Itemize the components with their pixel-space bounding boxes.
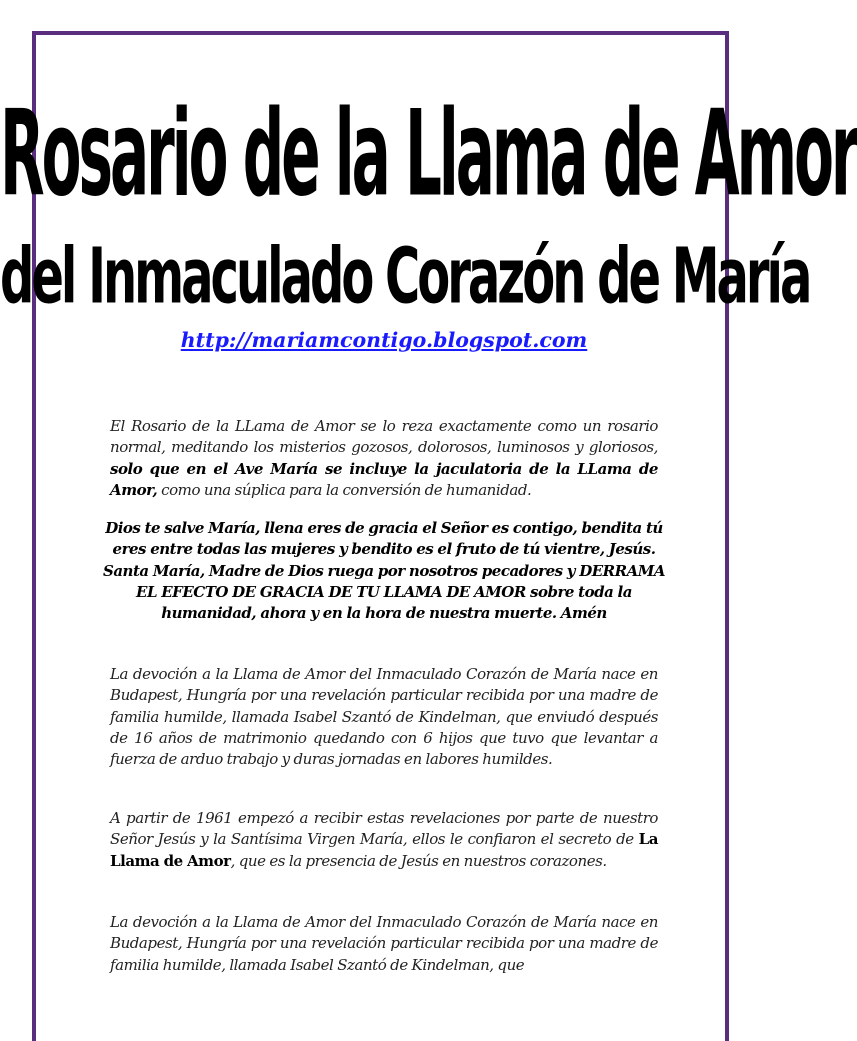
title-block-2 [0, 232, 810, 322]
intro-bold-text: solo que en el Ave María se incluye la jaculatoria de la LLama de Amor, [110, 459, 658, 499]
intro-text-2: como una súplica para la conversión de humanidad. [161, 480, 532, 499]
revelation-text-2: , que es la presencia de Jesús en nuestros corazones. [230, 851, 607, 870]
prayer-text-2b: sobre toda la humanidad, ahora y en la hora de nuestra muerte. Amén [161, 582, 632, 623]
prayer-block [98, 518, 670, 624]
prayer-text-2a: Santa María, Madre de Dios ruega por nosotros pecadores y [103, 561, 575, 580]
blog-link[interactable]: http://mariamcontigo.blogspot.com [180, 328, 588, 352]
llama-de-amor-bold: La Llama de Amor [110, 830, 658, 870]
revelation-paragraph [110, 808, 658, 872]
prayer-line-2 [98, 561, 670, 625]
revelation-text-1: A partir de 1961 empezó a recibir estas revelaciones por parte de nuestro Señor Jesús y la Santísima Virgen María, ellos le confiaron el secreto de [110, 809, 658, 849]
repeated-paragraph: La devoción a la Llama de Amor del Inmaculado Corazón de María nace en Budapest, Hungría por una revelación particular recibida por una madre de familia humilde, llamada Isabel Szantó de Kindelman, que [110, 913, 658, 974]
intro-paragraph [110, 416, 658, 501]
prayer-line-1: Dios te salve María, llena eres de gracia el Señor es contigo, bendita tú eres entre todas las mujeres y bendito es el fruto de tú vientre, Jesús. [105, 519, 663, 559]
intro-text-1: El Rosario de la LLama de Amor se lo reza exactamente como un rosario normal, meditando los misterios gozosos, dolorosos, luminosos y gloriosos, [110, 417, 658, 457]
title-line-1: Rosario de la Llama de Amor [0, 84, 857, 224]
history-paragraph: La devoción a la Llama de Amor del Inmaculado Corazón de María nace en Budapest, Hungría por una revelación particular recibida por una madre de familia humilde, llamada Isabel Szantó de Kindelman, que enviudó después de 16 años de matrimonio quedando con 6 hijos que tuvo que levantar a fuerza de arduo trabajo y duras jornadas en labores humildes. [110, 665, 658, 769]
prayer-caps-text: DERRAMA EL EFECTO DE GRACIA DE TU LLAMA DE AMOR [136, 561, 665, 601]
title-block-1 [0, 84, 857, 224]
title-line-2: del Inmaculado Corazón de María [0, 232, 810, 322]
